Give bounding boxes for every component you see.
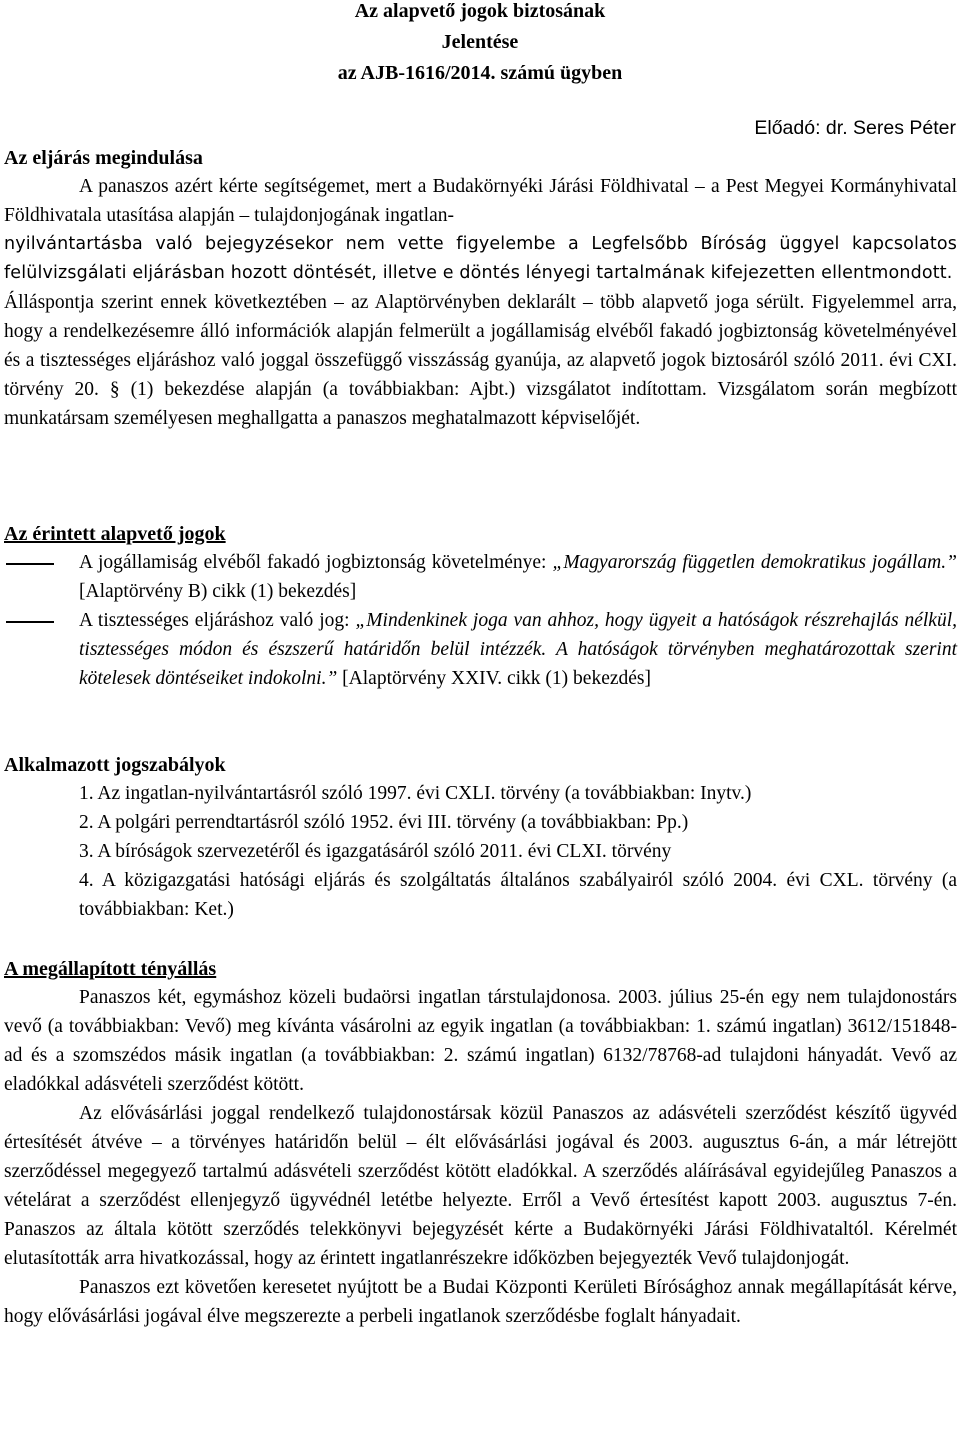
right-quote: „Mindenkinek joga van ahhoz, hogy ügyeit a hatóságok részrehajlás nélkül, tisztességes módon és észszerű határidőn belül intézzék. A hatóságok törvényben meghatározottak szerint kötelesek döntéseiket indokolni.” [79,610,957,689]
facts-paragraph-1: Panaszos két, egymáshoz közeli budaörsi ingatlan társtulajdonosa. 2003. július 25-én egy nem tulajdonostárs vevő (a továbbiakban: Vevő) meg kívánta vásárolni az egyik ingatlan (a továbbiakban: 1. számú ingatlan) 3612/151848-ad és a szomszédos másik ingatlan (a továbbiakban: 2. számú ingatlan) 6132/78768-ad tulajdoni hányadát. Vevő az eladókkal adásvételi szerződést kötött. [4,987,957,1095]
section-title-facts: A megállapított tényállás [4,958,217,980]
facts-paragraph-3: Panaszos ezt követően keresetet nyújtott be a Budai Központi Kerületi Bírósághoz annak megállapítását kérve, hogy elővásárlási jogával élve megszerezte a perbeli ingatlanok szerződésbe foglalt hányadait. [4,1277,957,1327]
right-lead: A jogállamiság elvéből fakadó jogbiztonság követelménye: [79,552,553,573]
proceedings-text-d: Figyelemmel arra, hogy a rendelkezésemre álló információk alapján felmerült a jogállamiság elvéből fakadó jogbiztonság követelményével és a tisztességes eljáráshoz való joggal összefüggő visszásság gyanúja, az alapvető jogok biztosáról szóló 2011. évi CXI. törvény 20. § (1) bekezdése alapján (a továbbiakban: Ajbt.) vizsgálatot indítottam. Vizsgálatom során megbízott munkatársam személyesen meghallgatta a panaszos meghatalmazott képviselőjét. [4,292,957,429]
section-facts-body [4,983,957,1331]
header-line-1: Az alapvető jogok biztosának [354,0,606,22]
section-rights-body [4,548,957,693]
list-item [4,606,957,693]
list-item: 3. A bíróságok szervezetéről és igazgatásáról szóló 2011. évi CLXI. törvény [79,841,672,862]
section-proceedings-body [4,172,957,433]
proceedings-text-a: A panaszos azért kérte segítségemet, mert a Budakörnyéki Járási Földhivatal – a Pest Megyei Kormányhivatal Földhivatala utasítása alapján – tulajdonjogának ingatlan- [4,176,957,226]
presenter-line: Előadó: dr. Seres Péter [754,117,956,139]
right-lead: A tisztességes eljáráshoz való jog: [79,610,356,631]
section-title-rights: Az érintett alapvető jogok [4,523,226,545]
facts-paragraph-2: Az elővásárlási joggal rendelkező tulajdonostársak közül Panaszos az adásvételi szerződést készítő ügyvéd értesítését átvéve – a törvényes határidőn belül – élt elővásárlási jogával és 2003. augusztus 6-án, a már létrejött szerződéssel megegyező tartalmú adásvételi szerződést kötött eladókkal. A szerződés aláírásával egyidejűleg Panaszos a vételárat a szerződést ellenjegyző ügyvédnél letétbe helyezte. Erről a Vevő értesítést kapott 2003. augusztus 7-én. Panaszos az általa kötött szerződés telekkönyvi bejegyzését kérte a Budakörnyéki Járási Földhivataltól. Kérelmét elutasították arra hivatkozással, hogy az érintett ingatlanrészekre időközben bejegyezték Vevő tulajdonjogát. [4,1103,957,1269]
list-item: 2. A polgári perrendtartásról szóló 1952. évi III. törvény (a továbbiakban: Pp.) [79,812,689,833]
header-line-3: az AJB-1616/2014. számú ügyben [337,62,623,84]
dash-bullet-icon [6,621,54,623]
proceedings-text-b: nyilvántartásba való bejegyzésekor nem vette figyelembe a Legfelsőbb Bíróság üggyel kapcsolatos felülvizsgálati eljárásban hozott döntését, illetve e döntés lényegi tartalmának kifejezetten ellentmondott. [4,234,957,283]
proceedings-text-c: Álláspontja szerint ennek következtében – az Alaptörvényben deklarált – több alapvető joga sérült. [4,292,805,313]
section-title-proceedings: Az eljárás megindulása [4,147,203,169]
header-line-2: Jelentése [441,31,519,53]
right-ref: [Alaptörvény XXIV. cikk (1) bekezdés] [337,668,652,689]
dash-bullet-icon [6,563,54,565]
list-item: 1. Az ingatlan-nyilvántartásról szóló 1997. évi CXLI. törvény (a továbbiakban: Inytv.) [79,783,752,804]
list-item: 4. A közigazgatási hatósági eljárás és szolgáltatás általános szabályairól szóló 2004. évi CXL. törvény (a továbbiakban: Ket.) [79,870,957,920]
section-laws-body [4,779,957,924]
right-ref: [Alaptörvény B) cikk (1) bekezdés] [79,581,357,602]
list-item [4,548,957,606]
report-header [0,0,960,89]
section-title-laws: Alkalmazott jogszabályok [4,754,226,776]
right-quote: „Magyarország független demokratikus jogállam.” [552,552,957,573]
